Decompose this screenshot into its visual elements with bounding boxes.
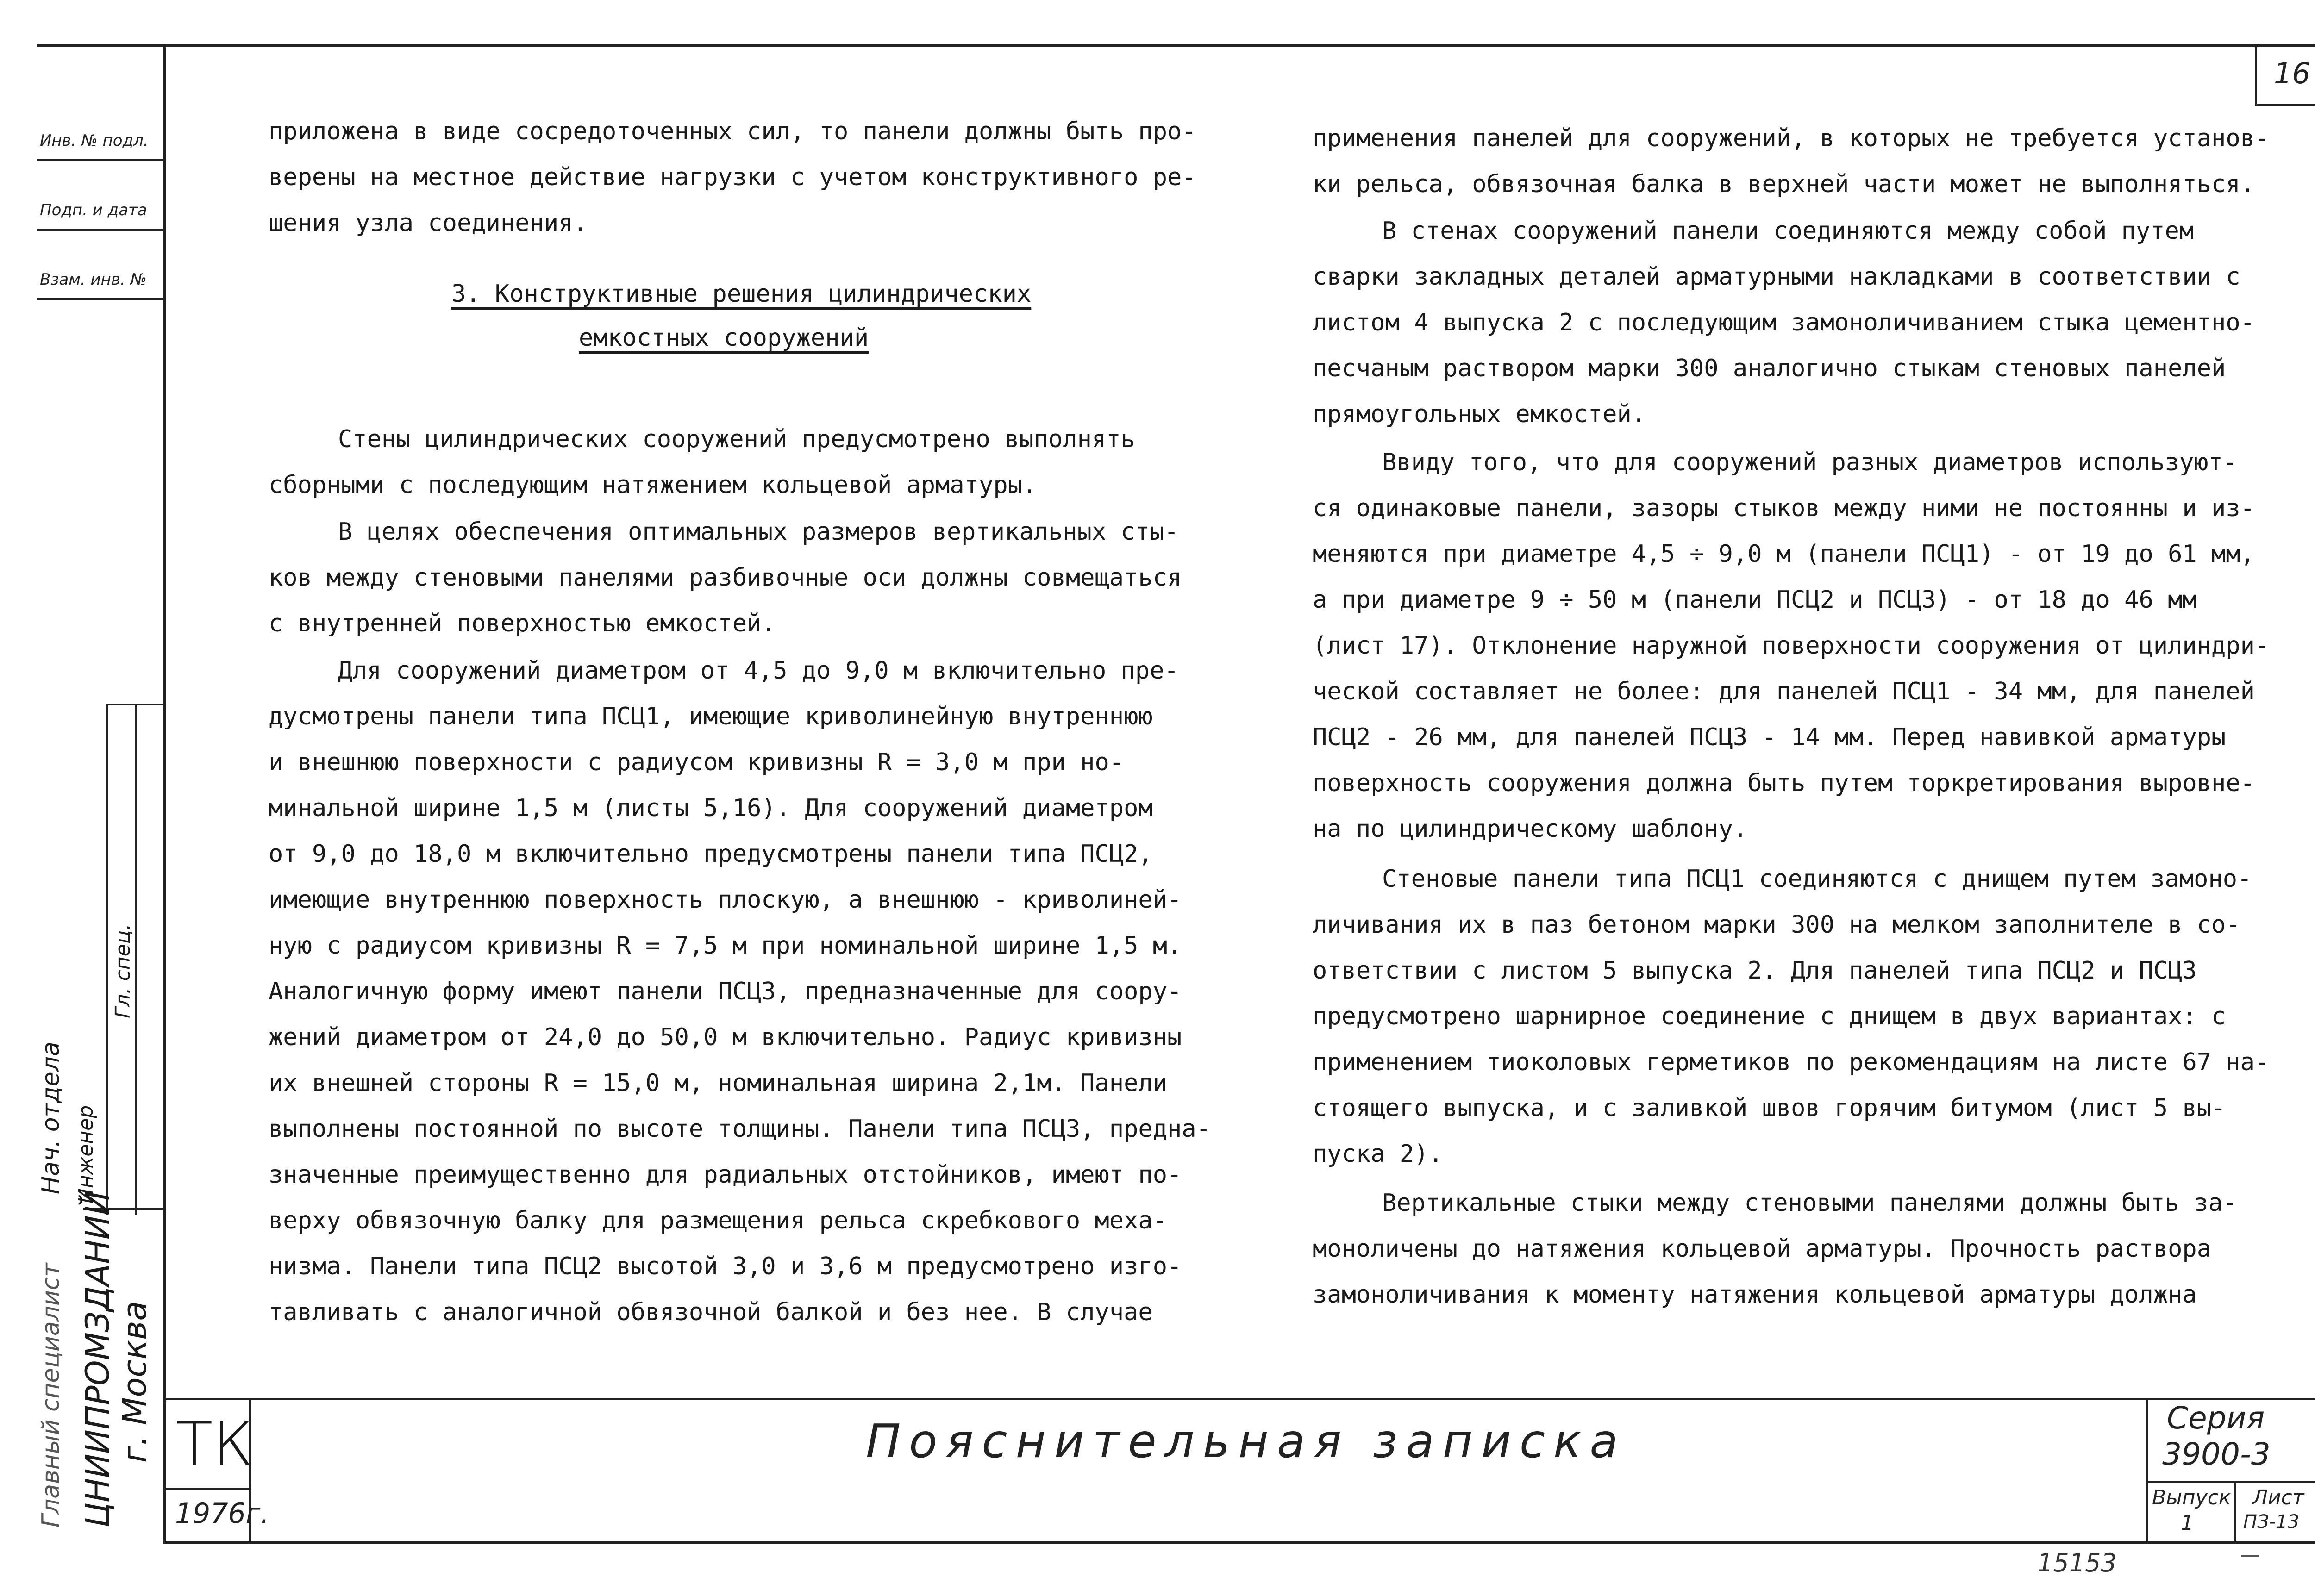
archive-number: 15153 [2037,1548,2117,1577]
left-paragraph-2: Стены цилиндрических сооружений предусмотрено выполнять сборными с последующим натяжением кольцевой арматуры. [269,425,1135,499]
margin-stamp-2: Подп. и дата [37,199,163,231]
issue-value: 1 [2181,1511,2194,1535]
document-title: Пояснительная записка [866,1414,1627,1468]
left-paragraph-3: В целях обеспечения оптимальных размеров вертикальных сты- ков между стеновыми панелями разбивочные оси должны совмещаться с внутренней поверхностью емкостей. [269,518,1182,637]
issue-label: Выпуск [2152,1486,2231,1509]
page-number-box [2255,46,2315,106]
right-paragraph-3: Ввиду того, что для сооружений разных диаметров используют- ся одинаковые панели, зазоры стыков между ними не постоянны и из- меняются при диаметре 4,5 ÷ 9,0 м (панели ПСЦ1) - от 19 до 61 мм, а при диаметре 9 ÷ 50 м (панели ПСЦ2 и ПСЦ3) - от 18 до 46 мм (лист 17). Отклонение наружной поверхности сооружения от цилиндри- ческой составляет не более: для панелей ПСЦ1 - 34 мм, для панелей ПСЦ2 - 26 мм, для панелей ПСЦ3 - 14 мм. Перед навивкой арматуры поверхность сооружения должна быть путем торкретирования выровне- на по цилиндрическому шаблону. [1313,449,2270,843]
section-heading-line-2: емкостных сооружений [579,324,869,352]
section-heading-line-1: 3. Конструктивные решения цилиндрических [451,280,1032,308]
right-paragraph-1: применения панелей для сооружений, в которых не требуется установ- ки рельса, обвязочная балка в верхней части может не выполняться. [1313,125,2270,198]
org-stamp: ТК [176,1409,254,1479]
margin-vertical-engineer: Инженер [74,1105,98,1203]
frame-bottom [163,1541,2315,1544]
year-label: 1976г. [175,1497,269,1530]
margin-vertical-spec: Гл. спец. [111,923,135,1018]
margin-vertical-city: г. Москва [116,1301,154,1463]
series-label: Серия [2167,1400,2265,1436]
margin-stamp-3: Взам. инв. № [37,268,163,300]
margin-stamp-area [37,111,163,324]
left-paragraph-1: приложена в виде сосредоточенных сил, то панели должны быть про- верены на местное действие нагрузки с учетом конструктивного ре- шения узла соединения. [269,118,1196,237]
title-block-top-line [163,1398,2315,1400]
series-block [2146,1400,2315,1541]
right-paragraph-5: Вертикальные стыки между стеновыми панелями должны быть за- моноличены до натяжения кольцевой арматуры. Прочность раствора замоноличивания к моменту натяжения кольцевой арматуры должна [1313,1189,2238,1309]
margin-vertical-dept: Нач. отдела [37,1041,65,1194]
frame-top [37,44,2315,47]
right-paragraph-2: В стенах сооружений панели соединяются между собой путем сварки закладных деталей арматурными накладками в соответствии с листом 4 выпуска 2 с последующим замоноличиванием стыка цементно- песчаным раствором марки 300 аналогично стыкам стеновых панелей прямоугольных емкостей. [1313,217,2255,428]
page-number: 16 [2274,56,2310,90]
footer-mark [2241,1555,2259,1557]
left-paragraph-4: Для сооружений диаметром от 4,5 до 9,0 м включительно пре- дусмотрены панели типа ПСЦ1, имеющие криволинейную внутреннюю и внешнюю поверхности с радиусом кривизны R = 3,0 м при но- минальной ширине 1,5 м (листы 5,16). Для сооружений диаметром от 9,0 до 18,0 м включительно предусмотрены панели типа ПСЦ2, имеющие внутреннюю поверхность плоскую, а внешнюю - криволиней- ную с радиусом кривизны R = 7,5 м при номинальной ширине 1,5 м. Аналогичную форму имеют панели ПСЦ3, предназначенные для соору- жений диаметром от 24,0 до 50,0 м включительно. Радиус кривизны их внешней стороны R = 15,0 м, номинальная ширина 2,1м. Панели выполнены постоянной по высоте толщины. Панели типа ПСЦ3, предна- значенные преимущественно для радиальных отстойников, имеют по- верху обвязочную балку для размещения рельса скребкового меха- низма. Панели типа ПСЦ2 высотой 3,0 и 3,6 м предусмотрено изго- тавливать с аналогичной обвязочной балкой и без нее. В случае [269,657,1211,1326]
sheet-value: ПЗ-13 [2243,1511,2300,1533]
margin-stamp-1: Инв. № подл. [37,130,163,161]
sheet-label: Лист [2252,1486,2304,1509]
margin-vertical-chief: Главный специалист [37,1263,65,1527]
margin-vertical-org: ЦНИИПРОМЗДАНИЙ [79,1191,117,1527]
org-stamp-box [166,1400,269,1541]
series-value: 3900-3 [2162,1436,2271,1472]
right-paragraph-4: Стеновые панели типа ПСЦ1 соединяются с днищем путем замоно- личивания их в паз бетоном марки 300 на мелком заполнителе в со- ответствии с листом 5 выпуска 2. Для панелей типа ПСЦ2 и ПСЦ3 предусмотрено шарнирное соединение с днищем в двух вариантах: с применением тиоколовых герметиков по рекомендациям на листе 67 на- стоящего выпуска, и с заливкой швов горячим битумом (лист 5 вы- пуска 2). [1313,865,2270,1168]
